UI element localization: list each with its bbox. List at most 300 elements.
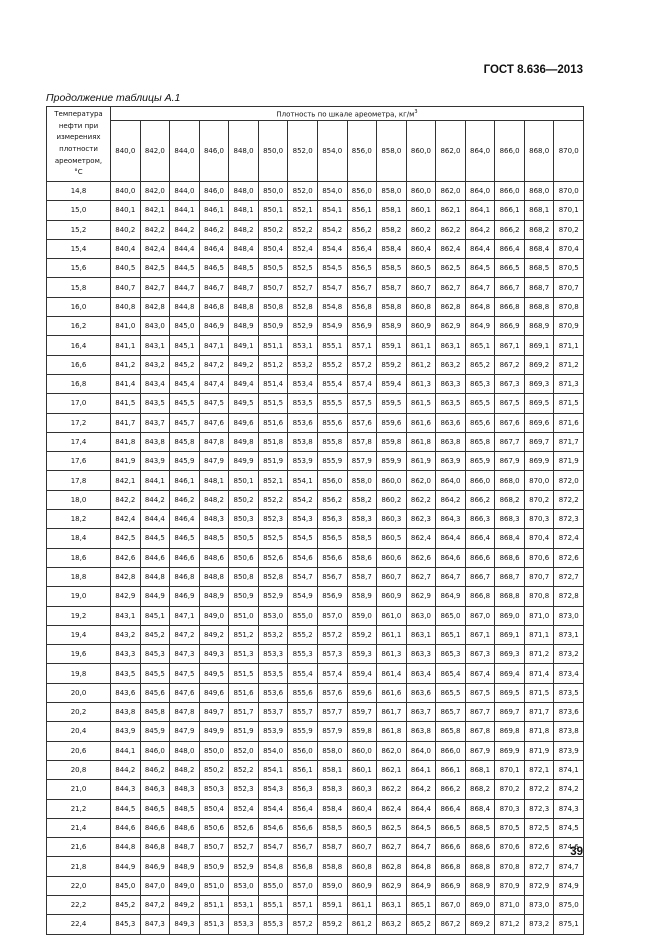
density-cell: 847,6 [170,683,200,702]
density-cell: 860,0 [377,471,407,490]
density-cell: 860,3 [347,780,377,799]
density-cell: 873,6 [554,703,584,722]
density-cell: 856,9 [317,587,347,606]
density-cell: 849,6 [199,683,229,702]
density-cell: 846,0 [140,741,170,760]
density-cell: 856,0 [347,182,377,201]
density-cell: 842,4 [140,239,170,258]
density-cell: 861,7 [377,703,407,722]
density-cell: 863,5 [436,394,466,413]
density-cell: 865,9 [465,452,495,471]
temperature-cell: 16,6 [47,355,111,374]
density-cell: 858,8 [377,297,407,316]
density-cell: 851,6 [229,683,259,702]
density-cell: 858,5 [347,529,377,548]
density-cell: 849,3 [170,915,200,934]
density-cell: 844,4 [140,510,170,529]
table-row [47,529,584,548]
density-cell: 850,0 [258,182,288,201]
density-cell: 860,6 [377,548,407,567]
density-cell: 864,4 [436,529,466,548]
density-cell: 868,8 [495,587,525,606]
density-cell: 860,8 [406,297,436,316]
density-cell: 865,3 [436,645,466,664]
density-cell: 858,2 [347,490,377,509]
temp-header-line: Температура [54,110,103,119]
density-cell: 872,8 [554,587,584,606]
density-cell: 865,1 [406,895,436,914]
table-row [47,239,584,258]
density-cell: 858,7 [377,278,407,297]
density-cell: 853,6 [288,413,318,432]
density-cell: 840,7 [111,278,141,297]
density-cell: 857,5 [347,394,377,413]
table-row [47,625,584,644]
density-cell: 844,9 [111,857,141,876]
density-cell: 846,5 [170,529,200,548]
density-cell: 870,3 [524,510,554,529]
density-cell: 854,9 [288,587,318,606]
density-cell: 848,8 [199,567,229,586]
density-cell: 866,5 [495,259,525,278]
density-cell: 867,0 [436,895,466,914]
temperature-cell: 18,2 [47,510,111,529]
density-cell: 848,7 [229,278,259,297]
density-cell: 870,2 [524,490,554,509]
density-cell: 854,1 [317,201,347,220]
density-cell: 850,4 [199,799,229,818]
density-cell: 875,0 [554,895,584,914]
temperature-cell: 17,2 [47,413,111,432]
density-cell: 870,0 [524,471,554,490]
temperature-cell: 20,2 [47,703,111,722]
temp-header-line: ареометром, [54,156,103,165]
density-cell: 854,1 [258,760,288,779]
density-cell: 867,8 [465,722,495,741]
density-cell: 859,6 [377,413,407,432]
temperature-cell: 15,8 [47,278,111,297]
density-cell: 854,6 [288,548,318,567]
density-cell: 846,8 [140,838,170,857]
temperature-cell: 17,0 [47,394,111,413]
density-cell: 866,2 [495,220,525,239]
density-cell: 856,2 [317,490,347,509]
density-cell: 846,9 [140,857,170,876]
density-cell: 852,7 [229,838,259,857]
density-cell: 855,2 [288,625,318,644]
density-cell: 848,2 [170,760,200,779]
density-cell: 870,7 [554,278,584,297]
density-cell: 872,2 [524,780,554,799]
density-cell: 845,2 [170,355,200,374]
density-cell: 854,3 [258,780,288,799]
density-cell: 852,6 [258,548,288,567]
density-cell: 849,0 [170,876,200,895]
density-cell: 842,5 [140,259,170,278]
density-cell: 864,5 [406,818,436,837]
density-cell: 849,5 [229,394,259,413]
density-cell: 868,9 [524,317,554,336]
density-cell: 857,0 [288,876,318,895]
density-cell: 864,9 [465,317,495,336]
density-cell: 863,3 [406,645,436,664]
density-cell: 853,4 [288,374,318,393]
density-column-header: 854,0 [317,121,347,182]
density-cell: 869,1 [495,625,525,644]
density-cell: 866,3 [465,510,495,529]
density-cell: 863,9 [436,452,466,471]
density-cell: 851,1 [199,895,229,914]
density-cell: 855,8 [317,432,347,451]
density-cell: 856,9 [347,317,377,336]
density-cell: 844,6 [140,548,170,567]
density-cell: 852,4 [229,799,259,818]
density-cell: 849,2 [199,625,229,644]
density-cell: 868,2 [495,490,525,509]
density-cell: 845,7 [170,413,200,432]
temperature-cell: 19,6 [47,645,111,664]
density-cell: 852,0 [288,182,318,201]
density-cell: 868,1 [465,760,495,779]
density-cell: 867,3 [465,645,495,664]
density-cell: 860,8 [347,857,377,876]
density-cell: 870,4 [554,239,584,258]
density-cell: 843,1 [140,336,170,355]
density-cell: 847,1 [199,336,229,355]
density-cell: 864,9 [436,587,466,606]
density-cell: 874,9 [554,876,584,895]
density-cell: 845,0 [111,876,141,895]
density-cell: 868,7 [524,278,554,297]
density-cell: 874,5 [554,818,584,837]
page-number: 39 [570,846,583,858]
density-cell: 859,8 [377,432,407,451]
density-cell: 866,7 [465,567,495,586]
density-cell: 865,0 [436,606,466,625]
temperature-cell: 16,0 [47,297,111,316]
density-cell: 863,3 [436,374,466,393]
density-cell: 848,1 [229,201,259,220]
density-cell: 872,0 [554,471,584,490]
density-cell: 871,2 [495,915,525,934]
density-cell: 843,9 [111,722,141,741]
table-row [47,587,584,606]
density-cell: 853,5 [258,664,288,683]
density-cell: 860,9 [347,876,377,895]
density-cell: 872,3 [554,510,584,529]
density-cell: 864,8 [465,297,495,316]
density-cell: 846,6 [140,818,170,837]
density-cell: 852,1 [288,201,318,220]
density-cell: 858,4 [317,799,347,818]
density-cell: 856,3 [288,780,318,799]
density-cell: 864,1 [465,201,495,220]
density-cell: 844,5 [111,799,141,818]
density-cell: 866,8 [495,297,525,316]
density-cell: 872,3 [524,799,554,818]
density-cell: 855,1 [317,336,347,355]
density-cell: 851,5 [258,394,288,413]
density-cell: 872,9 [524,876,554,895]
density-cell: 869,9 [495,741,525,760]
density-cell: 853,8 [288,432,318,451]
density-cell: 867,0 [465,606,495,625]
density-cell: 873,2 [554,645,584,664]
density-cell: 855,4 [317,374,347,393]
density-cell: 863,1 [406,625,436,644]
density-cell: 856,8 [288,857,318,876]
density-cell: 865,4 [436,664,466,683]
density-cell: 858,7 [317,838,347,857]
density-cell: 868,4 [495,529,525,548]
density-cell: 841,4 [111,374,141,393]
temperature-cell: 14,8 [47,182,111,201]
density-cell: 859,0 [347,606,377,625]
density-cell: 860,5 [406,259,436,278]
density-cell: 858,3 [347,510,377,529]
density-cell: 869,2 [465,915,495,934]
density-cell: 867,2 [495,355,525,374]
density-cell: 845,4 [170,374,200,393]
temperature-cell: 19,4 [47,625,111,644]
density-cell: 870,8 [495,857,525,876]
density-cell: 866,9 [436,876,466,895]
density-cell: 850,8 [229,567,259,586]
table-row [47,355,584,374]
density-cell: 872,6 [524,838,554,857]
density-cell: 860,7 [347,838,377,857]
density-cell: 862,1 [377,760,407,779]
table-row [47,201,584,220]
density-cell: 872,7 [524,857,554,876]
density-cell: 843,5 [111,664,141,683]
density-cell: 867,1 [495,336,525,355]
density-column-header: 864,0 [465,121,495,182]
temperature-cell: 19,2 [47,606,111,625]
density-cell: 842,1 [111,471,141,490]
density-cell: 846,8 [199,297,229,316]
density-cell: 852,9 [288,317,318,336]
density-cell: 852,9 [229,857,259,876]
table-row [47,336,584,355]
density-cell: 846,0 [199,182,229,201]
density-table [46,106,584,935]
density-cell: 850,0 [199,741,229,760]
density-cell: 870,1 [495,760,525,779]
density-cell: 873,4 [554,664,584,683]
density-cell: 871,7 [524,703,554,722]
density-cell: 855,6 [317,413,347,432]
density-cell: 849,9 [199,722,229,741]
table-row [47,838,584,857]
density-cell: 847,6 [199,413,229,432]
table-row [47,471,584,490]
density-cell: 869,5 [524,394,554,413]
density-cell: 843,1 [111,606,141,625]
table-row [47,606,584,625]
density-cell: 858,0 [317,741,347,760]
density-cell: 851,5 [229,664,259,683]
density-cell: 853,0 [258,606,288,625]
density-cell: 855,3 [258,915,288,934]
table-row [47,510,584,529]
density-cell: 857,9 [347,452,377,471]
temperature-cell: 15,0 [47,201,111,220]
density-cell: 848,1 [199,471,229,490]
density-cell: 846,8 [170,567,200,586]
density-cell: 869,0 [465,895,495,914]
density-cell: 867,5 [465,683,495,702]
density-cell: 857,6 [347,413,377,432]
density-cell: 843,8 [111,703,141,722]
density-cell: 853,6 [258,683,288,702]
density-cell: 868,8 [524,297,554,316]
density-cell: 860,1 [406,201,436,220]
density-cell: 868,2 [524,220,554,239]
density-cell: 848,0 [229,182,259,201]
density-cell: 854,8 [317,297,347,316]
density-cell: 860,5 [377,529,407,548]
density-cell: 870,8 [524,587,554,606]
density-cell: 869,7 [524,432,554,451]
density-column-header: 840,0 [111,121,141,182]
density-column-header: 858,0 [377,121,407,182]
density-cell: 842,7 [140,278,170,297]
density-cell: 841,7 [111,413,141,432]
density-cell: 866,0 [465,471,495,490]
density-cell: 856,2 [347,220,377,239]
temp-header-line: измерениях [56,133,101,142]
density-cell: 857,4 [317,664,347,683]
density-cell: 854,0 [317,182,347,201]
density-cell: 842,8 [140,297,170,316]
density-cell: 874,6 [554,838,584,857]
density-cell: 852,7 [288,278,318,297]
density-cell: 841,0 [111,317,141,336]
density-cell: 866,4 [465,529,495,548]
density-cell: 851,3 [229,645,259,664]
density-cell: 847,8 [199,432,229,451]
density-cell: 845,1 [170,336,200,355]
density-cell: 866,2 [436,780,466,799]
temp-header-line: плотности [59,145,98,153]
density-cell: 872,4 [554,529,584,548]
density-cell: 848,6 [199,548,229,567]
temp-header-line: нефти при [58,121,99,130]
density-cell: 859,5 [377,394,407,413]
density-column-header: 842,0 [140,121,170,182]
density-cell: 863,2 [436,355,466,374]
density-cell: 844,4 [170,239,200,258]
density-cell: 856,3 [317,510,347,529]
density-cell: 856,6 [317,548,347,567]
density-cell: 854,8 [258,857,288,876]
density-cell: 870,9 [495,876,525,895]
density-cell: 847,0 [140,876,170,895]
temperature-cell: 18,0 [47,490,111,509]
table-row [47,220,584,239]
density-cell: 865,8 [436,722,466,741]
density-cell: 857,1 [347,336,377,355]
density-column-header: 848,0 [229,121,259,182]
density-cell: 842,1 [140,201,170,220]
density-cell: 868,0 [495,471,525,490]
density-cell: 864,4 [406,799,436,818]
density-cell: 857,3 [317,645,347,664]
density-cell: 862,0 [377,741,407,760]
density-column-header: 844,0 [170,121,200,182]
density-cell: 853,3 [258,645,288,664]
density-cell: 864,4 [465,239,495,258]
density-cell: 868,1 [524,201,554,220]
density-cell: 851,2 [229,625,259,644]
density-cell: 843,2 [111,625,141,644]
temperature-cell: 20,0 [47,683,111,702]
density-cell: 845,9 [140,722,170,741]
table-row [47,452,584,471]
density-cell: 866,0 [436,741,466,760]
temperature-cell: 22,0 [47,876,111,895]
density-cell: 844,2 [111,760,141,779]
density-cell: 859,3 [347,645,377,664]
density-cell: 859,2 [347,625,377,644]
density-cell: 861,8 [377,722,407,741]
density-column-header: 846,0 [199,121,229,182]
table-row [47,664,584,683]
density-cell: 863,8 [436,432,466,451]
density-cell: 862,0 [406,471,436,490]
density-cell: 848,5 [229,259,259,278]
density-cell: 848,4 [229,239,259,258]
table-row [47,645,584,664]
density-cell: 873,1 [554,625,584,644]
density-cell: 854,5 [288,529,318,548]
density-cell: 873,9 [554,741,584,760]
density-cell: 848,5 [170,799,200,818]
density-cell: 847,3 [170,645,200,664]
density-cell: 851,7 [229,703,259,722]
density-cell: 867,2 [436,915,466,934]
density-cell: 860,9 [406,317,436,336]
density-cell: 870,1 [554,201,584,220]
density-cell: 856,6 [288,818,318,837]
temperature-cell: 22,2 [47,895,111,914]
density-cell: 871,5 [554,394,584,413]
density-cell: 852,1 [258,471,288,490]
density-cell: 854,5 [317,259,347,278]
density-cell: 866,1 [495,201,525,220]
density-cell: 862,5 [377,818,407,837]
density-cell: 855,0 [288,606,318,625]
density-column-header: 856,0 [347,121,377,182]
table-row [47,394,584,413]
density-cell: 849,4 [229,374,259,393]
density-cell: 863,2 [377,915,407,934]
density-cell: 841,1 [111,336,141,355]
density-cell: 862,2 [436,220,466,239]
density-cell: 851,9 [229,722,259,741]
density-cell: 846,3 [140,780,170,799]
density-cell: 862,8 [377,857,407,876]
density-cell: 860,5 [347,818,377,837]
unit-power: 3 [414,108,418,115]
density-cell: 868,6 [495,548,525,567]
density-cell: 852,4 [288,239,318,258]
density-cell: 868,9 [465,876,495,895]
density-group-title: Плотность по шкале ареометра, кг/м [276,110,415,119]
density-cell: 850,9 [199,857,229,876]
density-cell: 874,1 [554,760,584,779]
